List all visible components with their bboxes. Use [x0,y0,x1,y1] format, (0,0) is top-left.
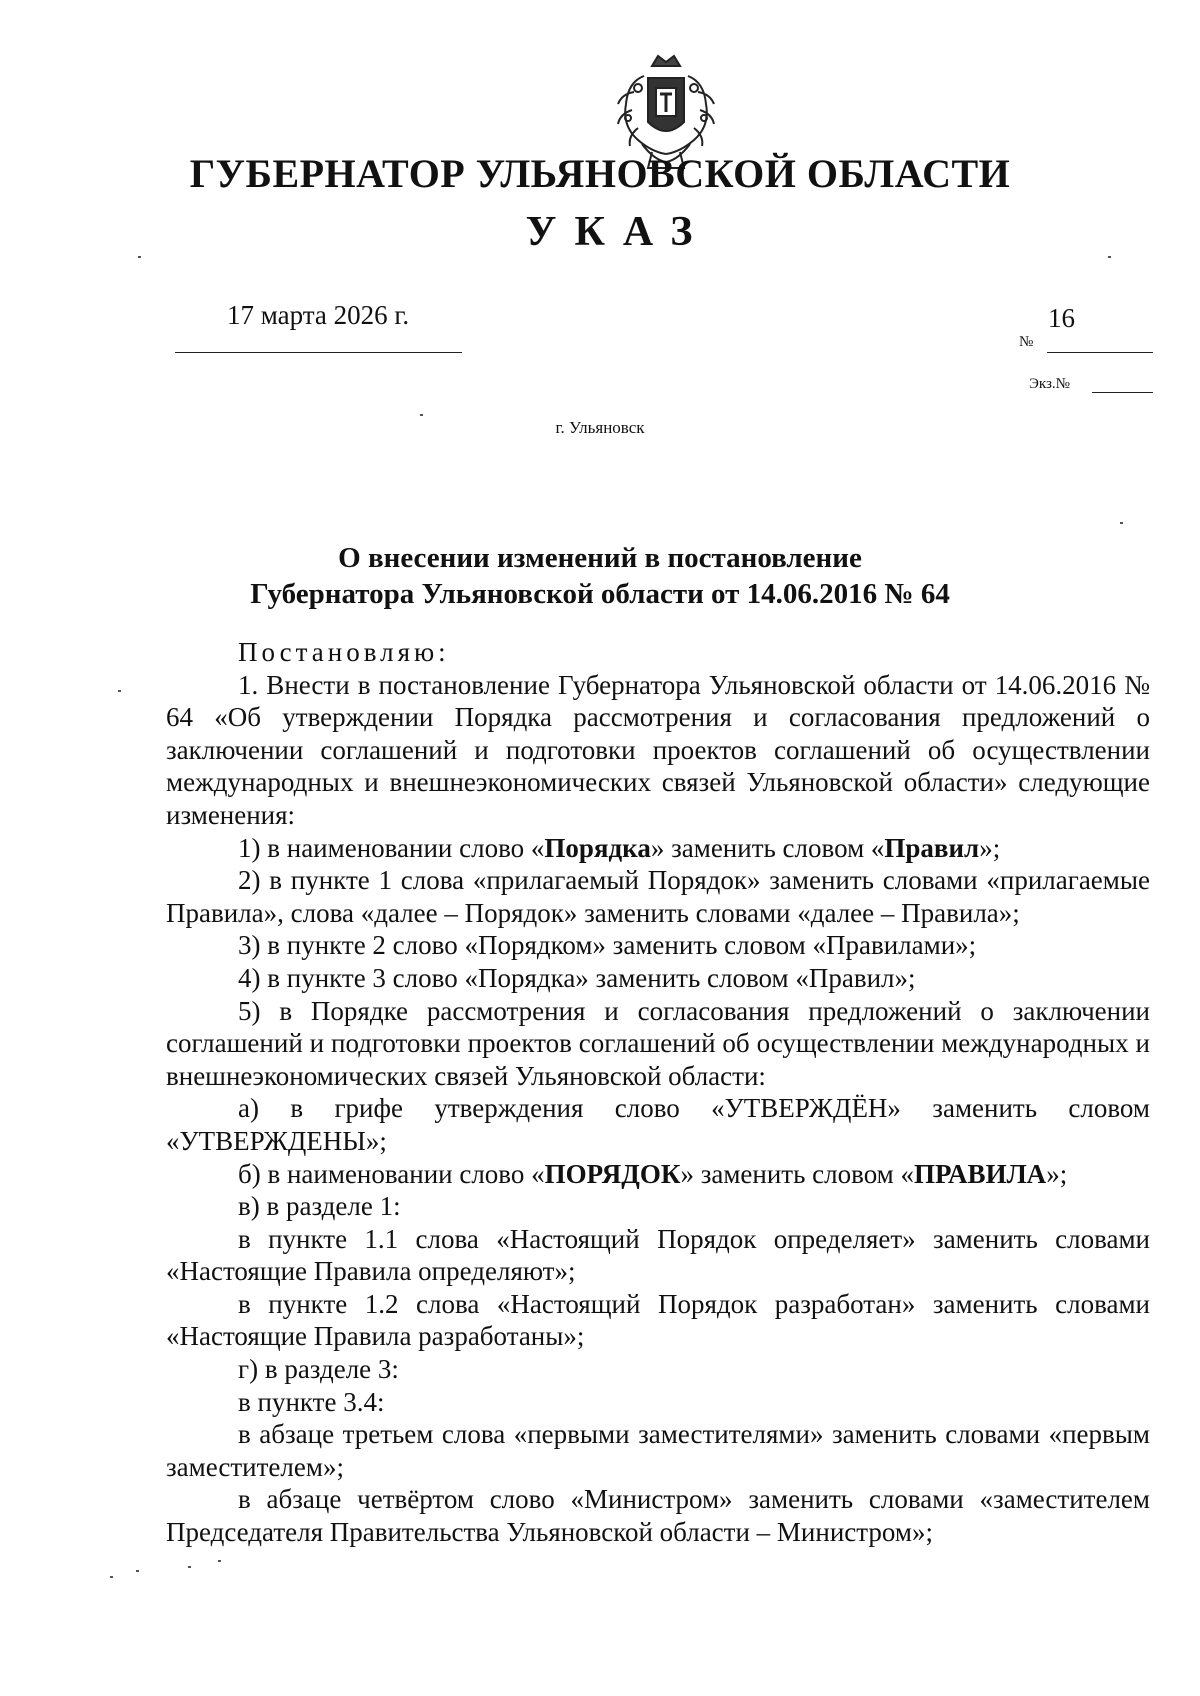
city: г. Ульяновск [555,418,645,437]
sub-item-a: а) в грифе утверждения слово «УТВЕРЖДЁН» заменить словом «УТВЕРЖДЕНЫ»; [166,1093,1150,1156]
intro-paragraph: Постановляю: [238,637,450,667]
sub-item-g-2: в абзаце четвёртом слово «Министром» заменить словами «заместителем Председателя Правительства Ульяновской области – Министром»; [166,1484,1150,1548]
number-label: № [1019,334,1034,350]
item-2: 2) в пункте 1 слова «прилагаемый Порядок» заменить словами «прилагаемые Правила», слова «далее – Порядок» заменить словами «далее – Правила»; [166,865,1150,928]
sub-item-g: г) в разделе 3: [238,1354,399,1385]
item-5: 5) в Порядке рассмотрения и согласования предложений о заключении соглашений и подготовки проектов соглашений об осуществлении международных и внешнеэкономических связей Ульяновской области: [166,995,1150,1091]
scan-speck [138,256,141,258]
title-line-2: Губернатора Ульяновской области от 14.06.2016 № 64 [250,578,950,610]
paragraph-1: 1. Внести в постановление Губернатора Ульяновской области от 14.06.2016 № 64 «Об утверждении Порядка рассмотрения и согласования предложений о заключении соглашений и подготовки проектов соглашений об осуществлении международных и внешнеэкономических связей Ульяновской области» следующие изменения: [166,669,1150,830]
sub-item-g-point: в пункте 3.4: [238,1386,385,1417]
sub-item-g-1: в абзаце третьем слова «первыми заместителями» заменить словами «первым заместителем»; [166,1419,1150,1482]
scan-speck [118,690,121,692]
sub-item-v-1: в пункте 1.1 слова «Настоящий Порядок определяет» заменить словами «Настоящие Правила определяют»; [166,1223,1150,1287]
title-line-1: О внесении изменений в постановление [338,542,862,574]
document-body [166,636,1150,1549]
document-title [0,540,1200,612]
document-type: УКАЗ [525,209,711,255]
number-underline [1047,352,1153,353]
scan-speck [1120,522,1123,524]
authority-title: ГУБЕРНАТОР УЛЬЯНОВСКОЙ ОБЛАСТИ [189,151,1011,196]
item-3: 3) в пункте 2 слово «Порядком» заменить словом «Правилами»; [238,930,977,961]
document-number: 16 [1048,303,1075,333]
scan-speck [420,414,423,416]
scan-speck [136,1570,139,1572]
item-1: 1) в наименовании слово «Порядка» заменить словом «Правил»; [238,832,1001,863]
copy-number-label: Экз.№ [1029,376,1070,392]
sub-item-b: б) в наименовании слово «ПОРЯДОК» заменить словом «ПРАВИЛА»; [238,1158,1068,1189]
scan-speck [218,1560,221,1562]
date-underline [175,352,462,353]
copy-number-underline [1092,392,1153,393]
scan-speck [110,1576,113,1578]
scan-speck [188,1566,191,1568]
document-date: 17 марта 2026 г. [227,300,410,330]
scan-speck [1108,256,1111,258]
sub-item-v: в) в разделе 1: [238,1191,401,1222]
item-4: 4) в пункте 3 слово «Порядка» заменить словом «Правил»; [238,962,916,993]
sub-item-v-2: в пункте 1.2 слова «Настоящий Порядок разработан» заменить словами «Настоящие Правила разработаны»; [166,1288,1150,1352]
